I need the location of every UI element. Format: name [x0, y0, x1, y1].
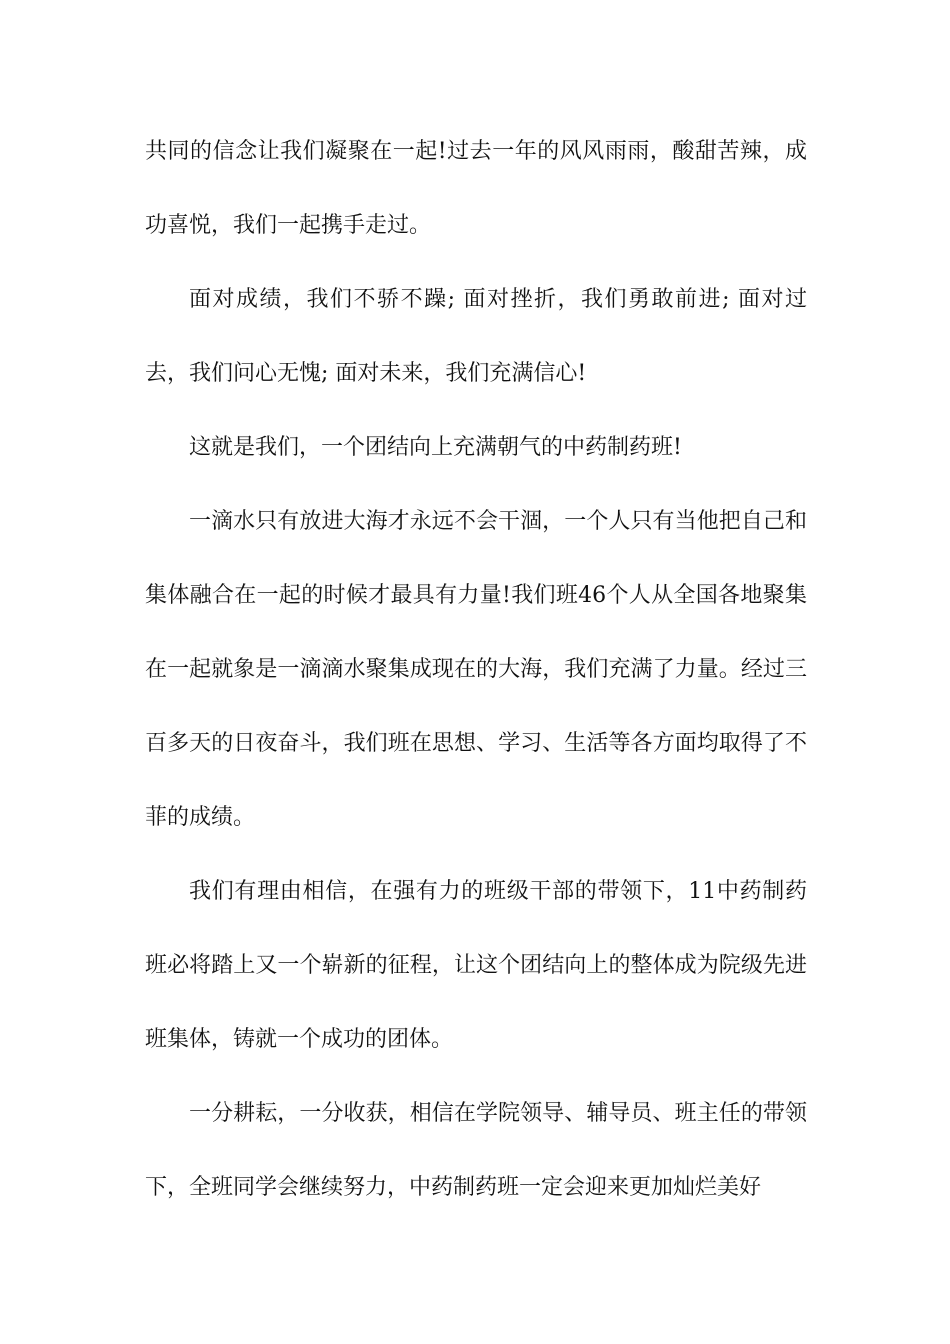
document-body: [145, 115, 807, 1225]
paragraph-5: 我们有理由相信，在强有力的班级干部的带领下，11中药制药班必将踏上又一个崭新的征程，让这个团结向上的整体成为院级先进班集体，铸就一个成功的团体。: [145, 879, 807, 1052]
paragraph-2: 面对成绩，我们不骄不躁; 面对挫折，我们勇敢前进; 面对过去，我们问心无愧; 面对未来，我们充满信心!: [145, 287, 807, 386]
paragraph-4: 一滴水只有放进大海才永远不会干涸，一个人只有当他把自己和集体融合在一起的时候才最具有力量!我们班46个人从全国各地聚集在一起就象是一滴滴水聚集成现在的大海，我们充满了力量。经过三百多天的日夜奋斗，我们班在思想、学习、生活等各方面均取得了不菲的成绩。: [145, 509, 807, 830]
paragraph-6: 一分耕耘，一分收获，相信在学院领导、辅导员、班主任的带领下，全班同学会继续努力，中药制药班一定会迎来更加灿烂美好: [145, 1101, 807, 1200]
paragraph-3: 这就是我们，一个团结向上充满朝气的中药制药班!: [189, 435, 682, 460]
paragraph-1: 共同的信念让我们凝聚在一起!过去一年的风风雨雨，酸甜苦辣，成功喜悦，我们一起携手走过。: [145, 139, 807, 238]
